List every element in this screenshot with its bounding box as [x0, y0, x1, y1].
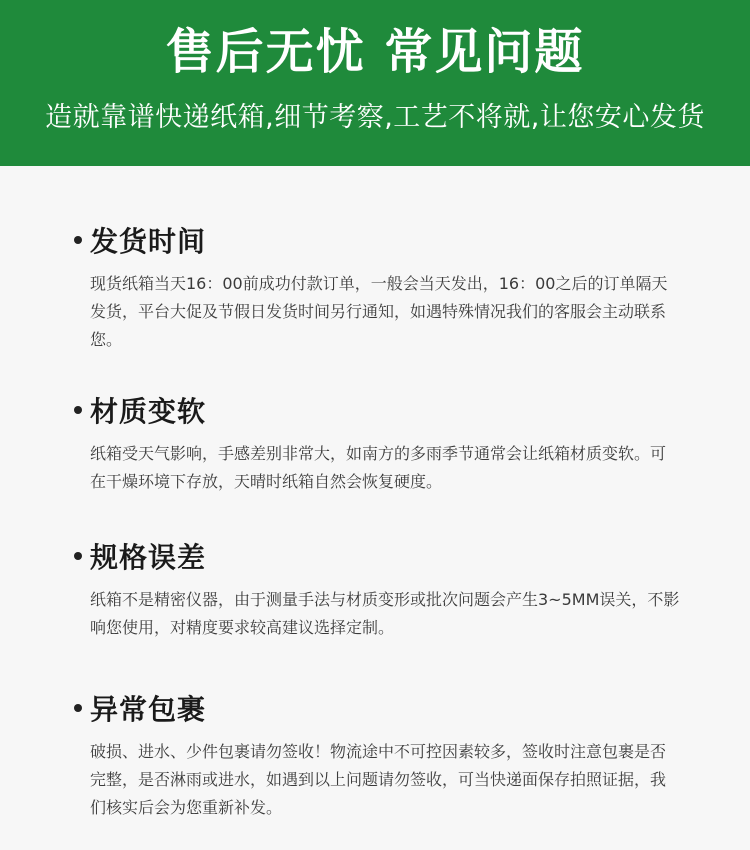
faq-section-material-soft — [72, 390, 692, 496]
section-title: 异常包裹 — [90, 693, 207, 726]
bullet-icon — [74, 236, 82, 244]
bullet-icon — [74, 406, 82, 414]
section-title: 材质变软 — [90, 395, 207, 428]
header-banner — [0, 0, 750, 166]
bullet-icon — [74, 552, 82, 560]
section-heading — [72, 688, 692, 728]
faq-section-abnormal-package — [72, 688, 692, 822]
section-body: 破损、进水、少件包裹请勿签收！物流途中不可控因素较多，签收时注意包裹是否完整，是否淋雨或进水，如遇到以上问题请勿签收，可当快递面保存拍照证据，我们核实后会为您重新补发。 — [90, 742, 667, 817]
faq-section-spec-error — [72, 536, 692, 642]
section-body: 纸箱不是精密仪器，由于测量手法与材质变形或批次问题会产生3~5MM误关，不影响您使用，对精度要求较高建议选择定制。 — [90, 590, 680, 637]
section-title: 发货时间 — [90, 225, 207, 258]
section-title: 规格误差 — [90, 541, 207, 574]
faq-section-shipping-time — [72, 220, 692, 354]
section-body: 纸箱受天气影响，手感差别非常大，如南方的多雨季节通常会让纸箱材质变软。可在干燥环境下存放，天晴时纸箱自然会恢复硬度。 — [90, 444, 667, 491]
section-heading — [72, 390, 692, 430]
section-heading — [72, 220, 692, 260]
page-title: 售后无忧 常见问题 — [165, 24, 585, 80]
section-heading — [72, 536, 692, 576]
page-subtitle: 造就靠谱快递纸箱,细节考察,工艺不将就,让您安心发货 — [45, 102, 705, 133]
section-body: 现货纸箱当天16：00前成功付款订单，一般会当天发出，16：00之后的订单隔天发货，平台大促及节假日发货时间另行通知，如遇特殊情况我们的客服会主动联系您。 — [90, 274, 668, 349]
bullet-icon — [74, 704, 82, 712]
faq-content — [0, 166, 750, 850]
